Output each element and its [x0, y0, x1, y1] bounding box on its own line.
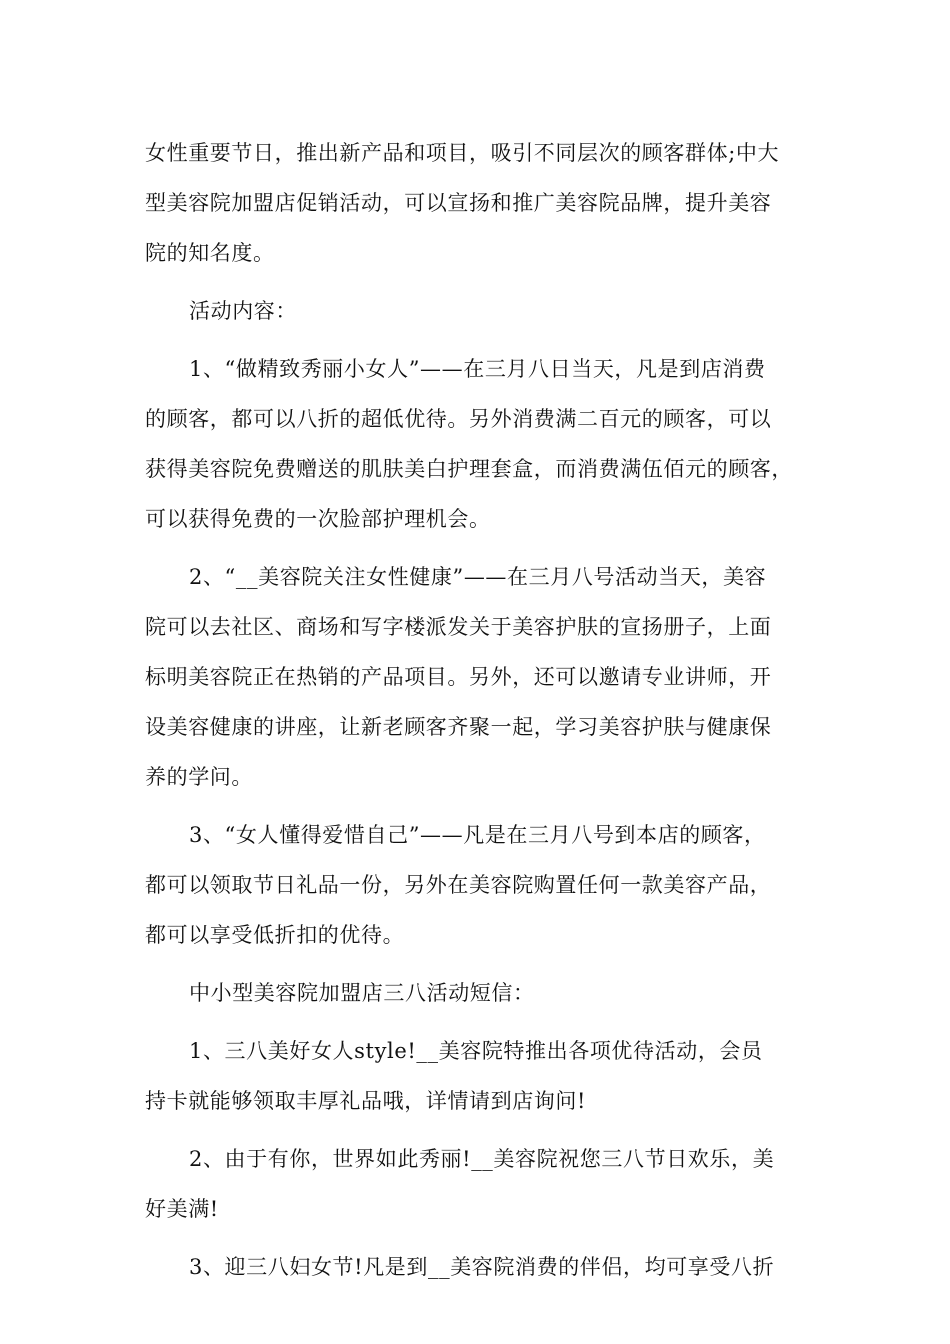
- paragraph-sms-2: [145, 1134, 825, 1234]
- text-line: 型美容院加盟店促销活动，可以宣扬和推广美容院品牌，提升美容: [145, 191, 772, 215]
- text-line: 3、“女人懂得爱惜自己”——凡是在三月八号到本店的顾客，: [189, 823, 766, 847]
- text-line: 女性重要节日，推出新产品和项目，吸引不同层次的顾客群体;中大: [145, 141, 780, 165]
- paragraph-item-2: [145, 552, 825, 802]
- paragraph-activity-heading: [145, 286, 825, 336]
- text-line: 都可以享受低折扣的优待。: [145, 923, 405, 947]
- text-line: 获得美容院免费赠送的肌肤美白护理套盒，而消费满伍佰元的顾客，: [145, 457, 793, 481]
- paragraph-gap: [145, 1018, 825, 1026]
- text-line: 院的知名度。: [145, 241, 275, 265]
- text-line: 持卡就能够领取丰厚礼品哦，详情请到店询问!: [145, 1089, 587, 1113]
- text-line: 的顾客，都可以八折的超低优待。另外消费满二百元的顾客，可以: [145, 407, 772, 431]
- paragraph-sms-3: [145, 1242, 825, 1292]
- text-line: 好美满!: [145, 1197, 219, 1221]
- paragraph-gap: [145, 544, 825, 552]
- paragraph-item-3: [145, 810, 825, 960]
- paragraph-sms-heading: [145, 968, 825, 1018]
- text-line: 1、“做精致秀丽小女人”——在三月八日当天，凡是到店消费: [189, 357, 766, 381]
- text-line: 设美容健康的讲座，让新老顾客齐聚一起，学习美容护肤与健康保: [145, 715, 772, 739]
- paragraph-gap: [145, 1126, 825, 1134]
- text-line: 都可以领取节日礼品一份，另外在美容院购置任何一款美容产品，: [145, 873, 772, 897]
- text-line: 2、“__美容院关注女性健康”——在三月八号活动当天，美容: [189, 565, 767, 589]
- paragraph-gap: [145, 336, 825, 344]
- text-line: 1、三八美好女人style!__美容院特推出各项优待活动，会员: [189, 1039, 763, 1063]
- paragraph-intro: [145, 128, 825, 278]
- text-line: 3、迎三八妇女节!凡是到__美容院消费的伴侣，均可享受八折: [189, 1255, 775, 1279]
- text-line: 养的学问。: [145, 765, 253, 789]
- text-line: 院可以去社区、商场和写字楼派发关于美容护肤的宣扬册子，上面: [145, 615, 772, 639]
- document-body: [145, 128, 825, 1292]
- paragraph-gap: [145, 802, 825, 810]
- text-line: 中小型美容院加盟店三八活动短信：: [189, 981, 535, 1005]
- paragraph-sms-1: [145, 1026, 825, 1126]
- text-line: 标明美容院正在热销的产品项目。另外，还可以邀请专业讲师，开: [145, 665, 772, 689]
- paragraph-gap: [145, 1234, 825, 1242]
- text-line: 2、由于有你，世界如此秀丽!__美容院祝您三八节日欢乐，美: [189, 1147, 775, 1171]
- text-line: 可以获得免费的一次脸部护理机会。: [145, 507, 491, 531]
- paragraph-gap: [145, 278, 825, 286]
- paragraph-gap: [145, 960, 825, 968]
- paragraph-item-1: [145, 344, 825, 544]
- text-line: 活动内容：: [189, 299, 297, 323]
